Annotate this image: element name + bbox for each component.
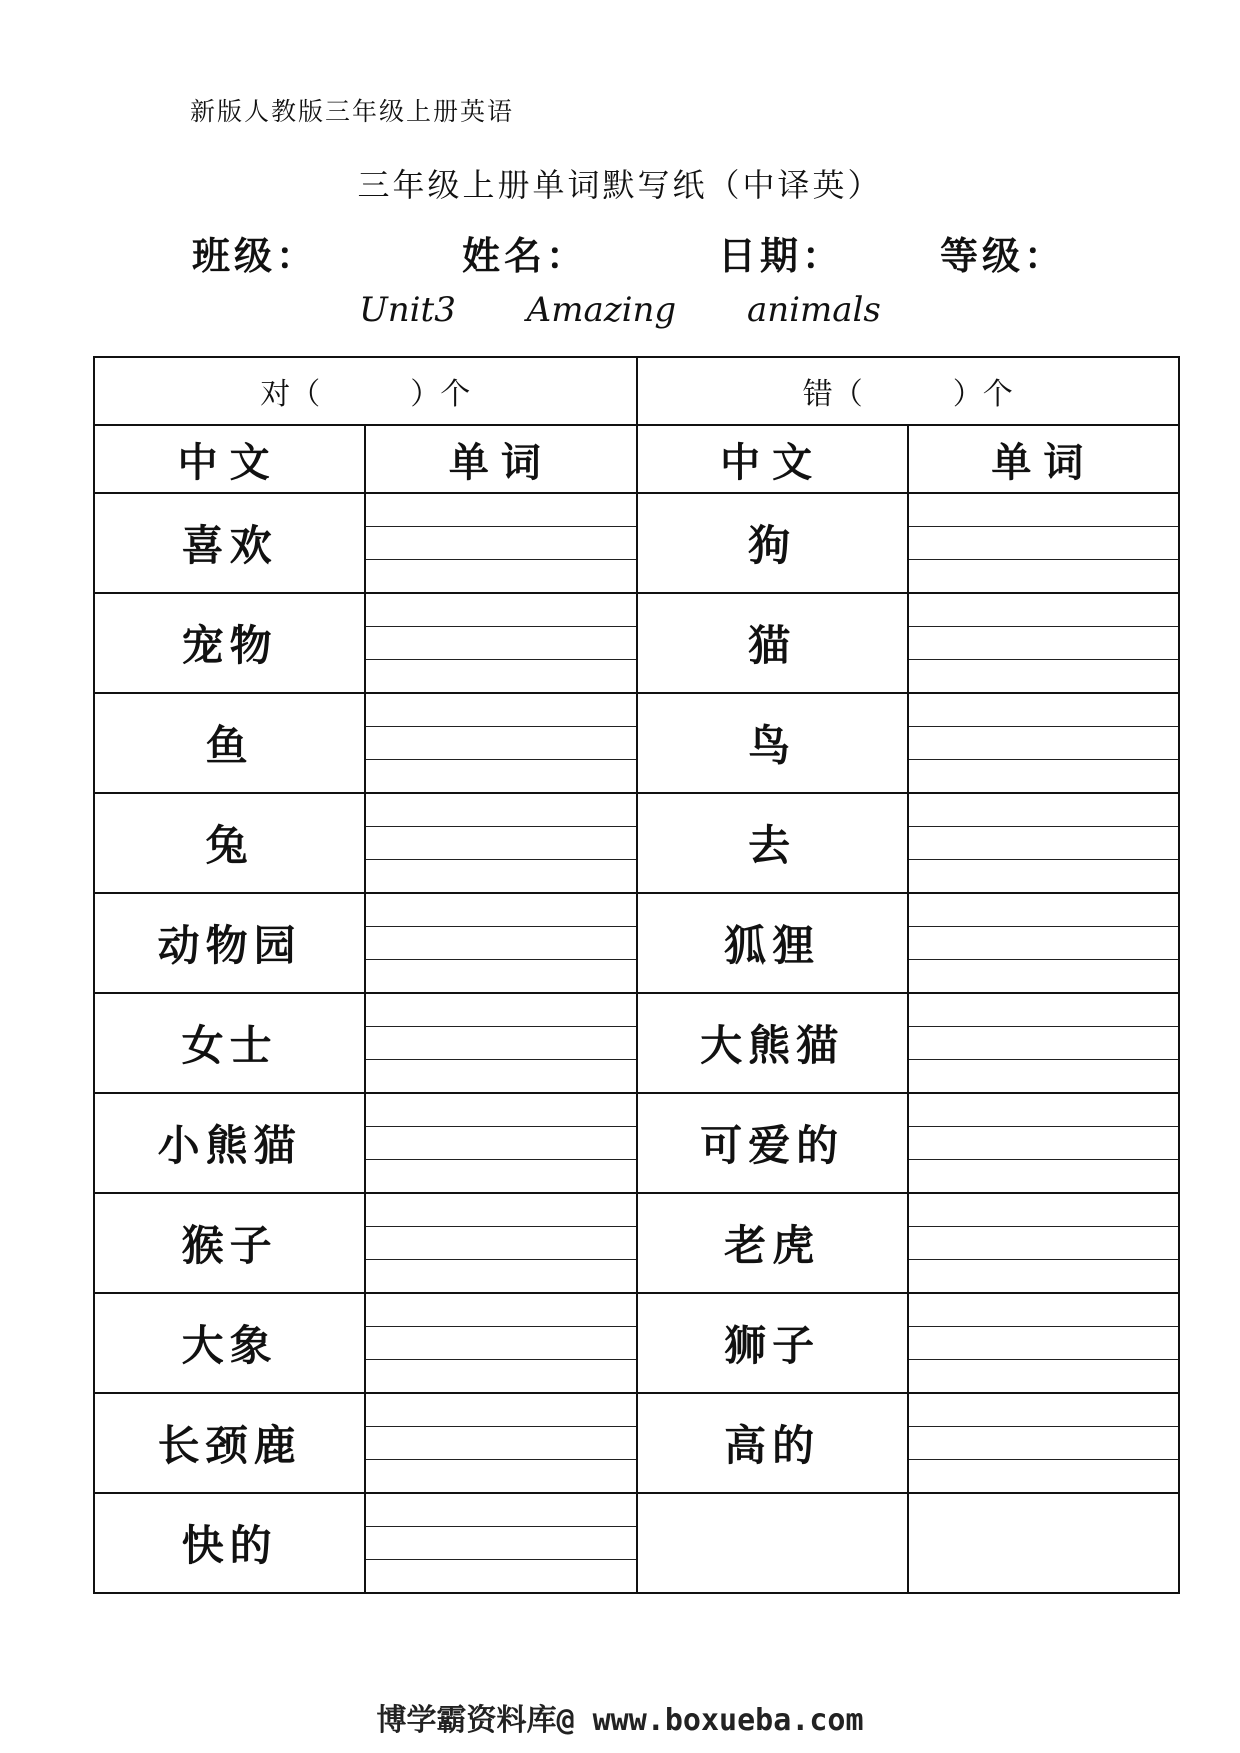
edition-label: 新版人教版三年级上册英语 [190, 97, 515, 126]
chinese-word-right: 猫 [637, 593, 908, 693]
correct-count-cell: 对（ ）个 [94, 357, 637, 425]
chinese-word-right [637, 1493, 908, 1593]
writing-guide-line [909, 959, 1178, 960]
chinese-word-right: 大熊猫 [637, 993, 908, 1093]
writing-guide-line [366, 1526, 635, 1527]
writing-guide-line [366, 1059, 635, 1060]
writing-guide-line [366, 959, 635, 960]
writing-guide-line [366, 626, 635, 627]
writing-guide-line [909, 1259, 1178, 1260]
writing-guide-line [366, 1259, 635, 1260]
writing-guide-line [909, 926, 1178, 927]
chinese-word-left: 小熊猫 [94, 1093, 365, 1193]
header-chinese-right: 中文 [637, 425, 908, 493]
wrong-count-cell: 错（ ）个 [637, 357, 1180, 425]
header-word-left: 单词 [365, 425, 636, 493]
writing-guide-line [366, 1559, 635, 1560]
chinese-word-left: 快的 [94, 1493, 365, 1593]
answer-field-left[interactable] [365, 593, 636, 693]
class-label: 班级： [192, 233, 319, 278]
table-row [94, 1093, 1179, 1193]
writing-guide-line [909, 1159, 1178, 1160]
writing-guide-line [366, 859, 635, 860]
table-row [94, 593, 1179, 693]
answer-field-right[interactable] [908, 1393, 1179, 1493]
chinese-word-left: 女士 [94, 993, 365, 1093]
writing-guide-line [366, 1159, 635, 1160]
chinese-word-right: 可爱的 [637, 1093, 908, 1193]
writing-guide-line [366, 759, 635, 760]
watermark: 博学霸资料库@ www.boxueba.com [376, 1703, 864, 1738]
answer-field-left[interactable] [365, 993, 636, 1093]
writing-guide-line [909, 1059, 1178, 1060]
writing-guide-line [366, 1126, 635, 1127]
chinese-word-right: 狐狸 [637, 893, 908, 993]
writing-guide-line [909, 826, 1178, 827]
writing-guide-line [909, 559, 1178, 560]
writing-guide-line [366, 659, 635, 660]
answer-field-left[interactable] [365, 493, 636, 593]
header-chinese-left: 中文 [94, 425, 365, 493]
unit-title-word-2: animals [747, 290, 881, 330]
writing-guide-line [909, 659, 1178, 660]
header-word-right: 单词 [908, 425, 1179, 493]
chinese-word-left: 鱼 [94, 693, 365, 793]
writing-guide-line [909, 1026, 1178, 1027]
grade-label: 等级： [940, 233, 1067, 278]
writing-guide-line [909, 1226, 1178, 1227]
table-row [94, 1293, 1179, 1393]
unit-title-word-1: Amazing [526, 290, 677, 330]
answer-field-right[interactable] [908, 793, 1179, 893]
chinese-word-left: 兔 [94, 793, 365, 893]
table-row [94, 493, 1179, 593]
writing-guide-line [909, 726, 1178, 727]
chinese-word-left: 宠物 [94, 593, 365, 693]
answer-field-left[interactable] [365, 1493, 636, 1593]
writing-guide-line [909, 859, 1178, 860]
writing-guide-line [366, 1026, 635, 1027]
answer-field-left[interactable] [365, 793, 636, 893]
table-row [94, 1493, 1179, 1593]
table-row [94, 1393, 1179, 1493]
chinese-word-right: 高的 [637, 1393, 908, 1493]
writing-guide-line [909, 1426, 1178, 1427]
writing-guide-line [909, 1459, 1178, 1460]
answer-field-right [908, 1493, 1179, 1593]
writing-guide-line [909, 526, 1178, 527]
writing-guide-line [366, 1426, 635, 1427]
unit-heading [0, 290, 1240, 330]
writing-guide-line [366, 526, 635, 527]
date-label: 日期： [718, 233, 845, 278]
writing-guide-line [909, 626, 1178, 627]
writing-guide-line [909, 1126, 1178, 1127]
answer-field-right[interactable] [908, 993, 1179, 1093]
table-row [94, 793, 1179, 893]
chinese-word-right: 鸟 [637, 693, 908, 793]
answer-field-right[interactable] [908, 1293, 1179, 1393]
chinese-word-right: 去 [637, 793, 908, 893]
chinese-word-left: 动物园 [94, 893, 365, 993]
writing-guide-line [366, 926, 635, 927]
writing-guide-line [366, 1226, 635, 1227]
writing-guide-line [366, 726, 635, 727]
writing-guide-line [909, 1359, 1178, 1360]
writing-guide-line [366, 559, 635, 560]
answer-field-right[interactable] [908, 493, 1179, 593]
writing-guide-line [909, 1326, 1178, 1327]
unit-number: Unit3 [359, 290, 456, 330]
table-row [94, 893, 1179, 993]
chinese-word-left: 长颈鹿 [94, 1393, 365, 1493]
answer-field-right[interactable] [908, 593, 1179, 693]
table-row [94, 693, 1179, 793]
writing-guide-line [366, 826, 635, 827]
vocab-table [93, 356, 1180, 1594]
table-row [94, 1193, 1179, 1293]
writing-guide-line [366, 1359, 635, 1360]
answer-field-left[interactable] [365, 1293, 636, 1393]
chinese-word-right: 狗 [637, 493, 908, 593]
writing-guide-line [909, 759, 1178, 760]
chinese-word-left: 喜欢 [94, 493, 365, 593]
answer-field-right[interactable] [908, 693, 1179, 793]
chinese-word-right: 老虎 [637, 1193, 908, 1293]
writing-guide-line [366, 1326, 635, 1327]
answer-field-right[interactable] [908, 893, 1179, 993]
chinese-word-left: 猴子 [94, 1193, 365, 1293]
chinese-word-right: 狮子 [637, 1293, 908, 1393]
answer-field-left[interactable] [365, 1193, 636, 1293]
sheet-title: 三年级上册单词默写纸（中译英） [357, 166, 883, 204]
name-label: 姓名： [462, 233, 589, 278]
answer-field-right[interactable] [908, 1193, 1179, 1293]
table-row [94, 993, 1179, 1093]
answer-field-left[interactable] [365, 1093, 636, 1193]
chinese-word-left: 大象 [94, 1293, 365, 1393]
answer-field-left[interactable] [365, 893, 636, 993]
writing-guide-line [366, 1459, 635, 1460]
answer-field-right[interactable] [908, 1093, 1179, 1193]
answer-field-left[interactable] [365, 693, 636, 793]
answer-field-left[interactable] [365, 1393, 636, 1493]
